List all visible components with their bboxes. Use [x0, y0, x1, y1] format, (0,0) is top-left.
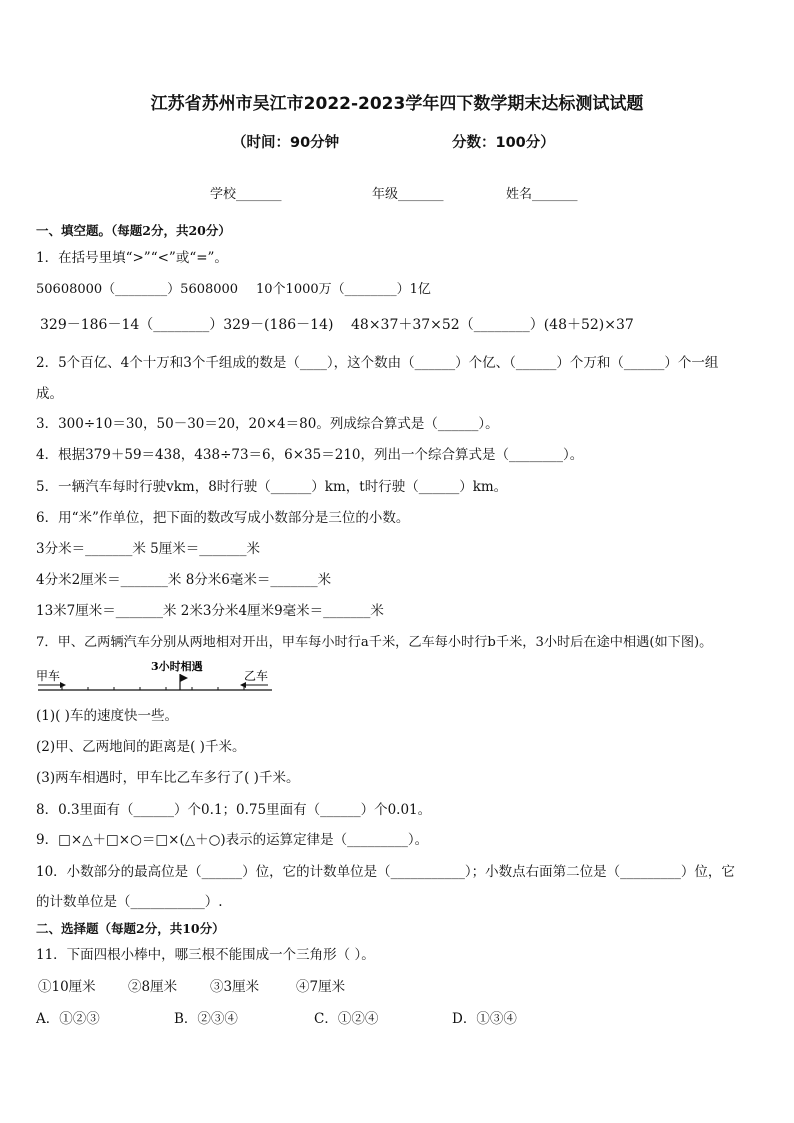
q10-line2: 的计数单位是（___________）.: [36, 894, 223, 910]
q7-diagram: [36, 660, 276, 700]
section2-heading: 二、选择题（每题2分，共10分）: [36, 921, 225, 936]
q9: 9．□×△＋□×○＝□×(△＋○)表示的运算定律是（_________）。: [36, 832, 429, 848]
q11-stick-2: ②8厘米: [128, 979, 178, 995]
jia-label: 甲车: [36, 669, 61, 683]
school-field: 学校_______: [210, 187, 282, 202]
q6-line3: 13米7厘米＝_______米 2米3分米4厘米9毫米＝_______米: [36, 603, 384, 619]
name-field: 姓名_______: [506, 187, 578, 202]
q11: 11．下面四根小棒中，哪三根不能围成一个三角形（ ）。: [36, 947, 375, 963]
q5: 5．一辆汽车每时行驶vkm，8时行驶（______）km，t时行驶（______）km。: [36, 479, 508, 495]
q10-line1: 10．小数部分的最高位是（______）位，它的计数单位是（___________）；小数点右面第二位是（_________）位，它: [36, 864, 735, 880]
q7-part3: (3)两车相遇时，甲车比乙车多行了( )千米。: [36, 770, 300, 786]
q1-intro: 1．在括号里填“>”“<”或“=”。: [36, 250, 228, 266]
q3: 3．300÷10＝30，50－30＝20，20×4＝80。列成综合算式是（______）。: [36, 416, 499, 432]
page-title: 江苏省苏州市吴江市2022-2023学年四下数学期末达标测试试题: [150, 94, 644, 114]
q2-line1: 2．5个百亿、4个十万和3个千组成的数是（____），这个数由（______）个亿、（______）个万和（______）个一组: [36, 355, 719, 371]
q11-stick-3: ③3厘米: [210, 979, 260, 995]
q1-item-a: 50608000（________）5608000: [36, 282, 239, 297]
q1-item-b: 10个1000万（________）1亿: [256, 282, 431, 297]
q6-intro: 6．用“米”作单位，把下面的数改写成小数部分是三位的小数。: [36, 510, 410, 526]
q11-option-b[interactable]: B．②③④: [174, 1011, 238, 1027]
q4: 4．根据379＋59＝438，438÷73＝6，6×35＝210，列出一个综合算式是（________）。: [36, 447, 584, 463]
q6-line2: 4分米2厘米＝_______米 8分米6毫米＝_______米: [36, 572, 332, 588]
q7-part2: (2)甲、乙两地间的距离是( )千米。: [36, 739, 246, 755]
grade-field: 年级_______: [372, 187, 444, 202]
q11-stick-4: ④7厘米: [296, 979, 346, 995]
q1-item-d: 48×37＋37×52（________）(48＋52)×37: [351, 317, 634, 333]
yi-label: 乙车: [244, 669, 269, 683]
q11-stick-1: ①10厘米: [38, 979, 96, 995]
q11-option-a[interactable]: A．①②③: [36, 1011, 100, 1027]
q6-line1: 3分米＝_______米 5厘米＝_______米: [36, 541, 260, 557]
q1-item-c: 329－186－14（________）329－(186－14): [40, 317, 334, 333]
q11-option-c[interactable]: C．①②④: [314, 1011, 379, 1027]
q11-option-d[interactable]: D．①③④: [452, 1011, 517, 1027]
section1-heading: 一、填空题。（每题2分，共20分）: [36, 223, 231, 238]
q8: 8．0.3里面有（______）个0.1；0.75里面有（______）个0.01。: [36, 802, 432, 818]
q7-intro: 7．甲、乙两辆汽车分别从两地相对开出，甲车每小时行a千米，乙车每小时行b千米，3小时后在途中相遇(如下图)。: [36, 635, 713, 650]
meet-label: 3小时相遇: [151, 660, 203, 673]
q7-part1: (1)( )车的速度快一些。: [36, 708, 178, 724]
exam-time: （时间：90分钟: [232, 135, 340, 151]
exam-score: 分数：100分）: [452, 135, 555, 151]
q2-line2: 成。: [36, 386, 63, 402]
